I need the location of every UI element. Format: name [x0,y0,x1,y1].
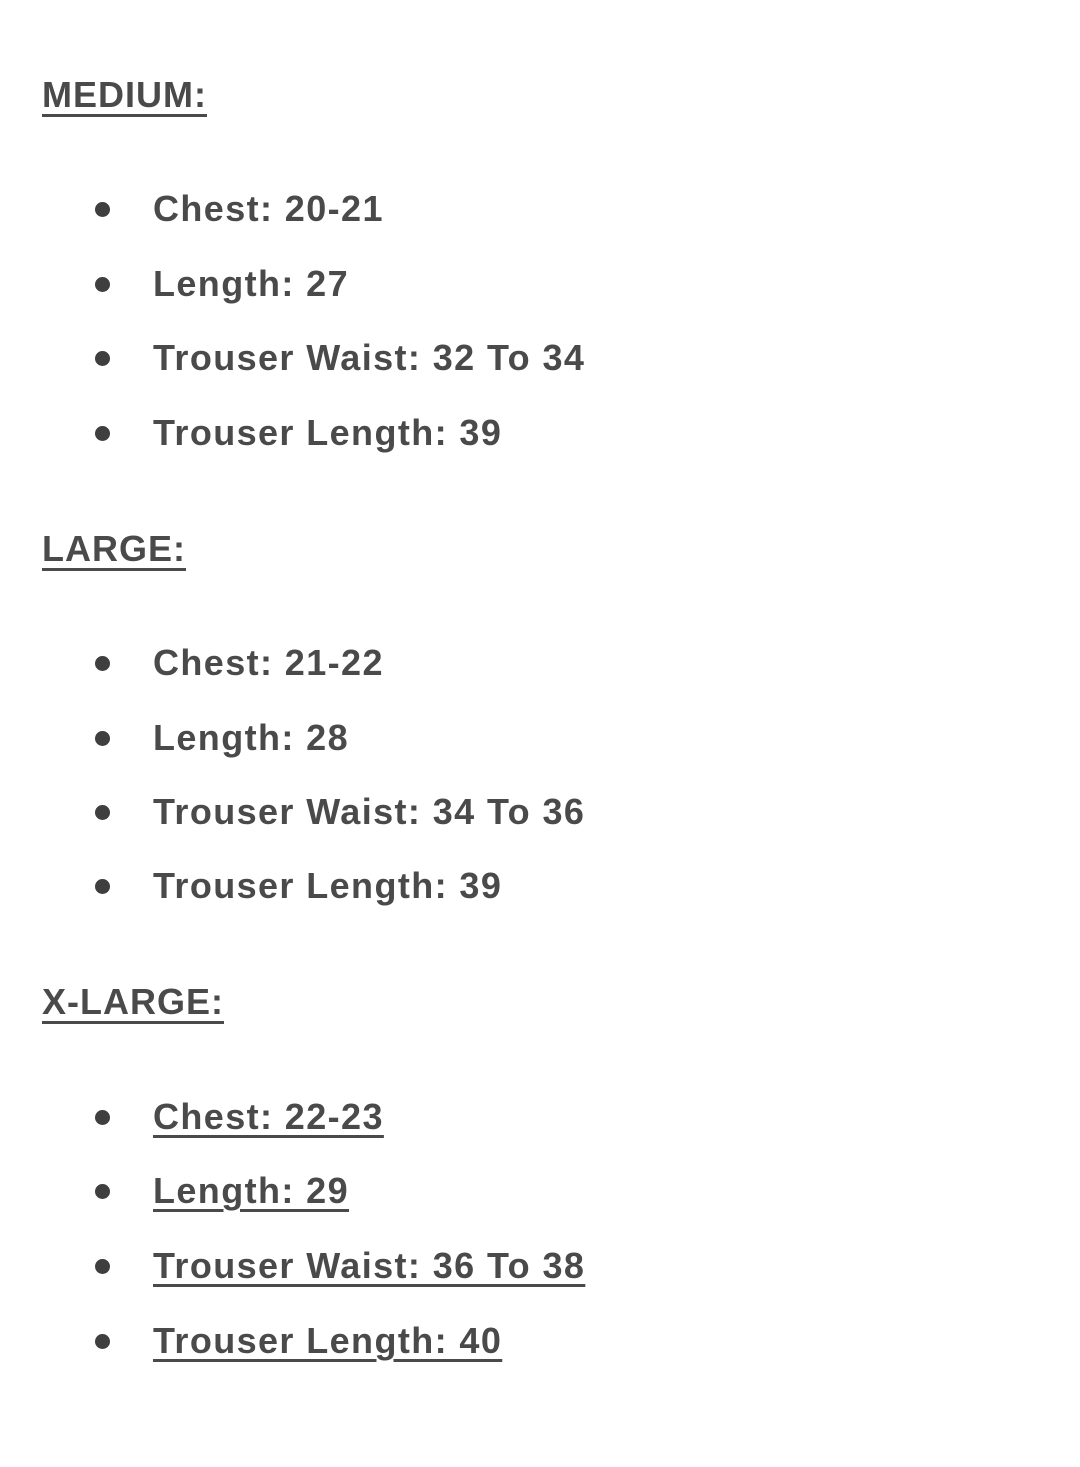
bullet-icon [95,426,110,441]
item-text: Trouser Length: 39 [153,865,503,906]
bullet-icon [95,277,110,292]
list-item [0,411,1080,455]
bullet-icon [95,351,110,366]
bullet-icon [95,731,110,746]
item-text: Chest: 22-23 [153,1096,384,1137]
list-item [0,716,1080,760]
item-text: Chest: 21-22 [153,642,384,683]
list-item [0,790,1080,834]
size-heading-medium: MEDIUM: [42,74,207,115]
bullet-icon [95,879,110,894]
item-text: Length: 28 [153,717,350,758]
list-item [0,641,1080,685]
item-text: Chest: 20-21 [153,188,384,229]
bullet-icon [95,202,110,217]
list-item [0,187,1080,231]
item-text: Trouser Length: 39 [153,412,503,453]
list-item [0,262,1080,306]
list-item [0,1095,1080,1139]
cropped-glyph-fragment [384,0,404,4]
item-text: Trouser Length: 40 [153,1320,503,1361]
bullet-icon [95,1110,110,1125]
list-item [0,1244,1080,1288]
item-text: Length: 29 [153,1170,350,1211]
item-text: Trouser Waist: 36 To 38 [153,1245,586,1286]
list-item [0,336,1080,380]
bullet-icon [95,1334,110,1349]
item-text: Trouser Waist: 34 To 36 [153,791,586,832]
size-heading-large: LARGE: [42,528,186,569]
bullet-icon [95,1259,110,1274]
list-item [0,1169,1080,1213]
item-text: Length: 27 [153,263,350,304]
bullet-icon [95,1184,110,1199]
item-text: Trouser Waist: 32 To 34 [153,337,586,378]
list-item [0,864,1080,908]
list-item [0,1319,1080,1363]
bullet-icon [95,656,110,671]
size-heading-x-large: X-LARGE: [42,981,224,1022]
bullet-icon [95,805,110,820]
